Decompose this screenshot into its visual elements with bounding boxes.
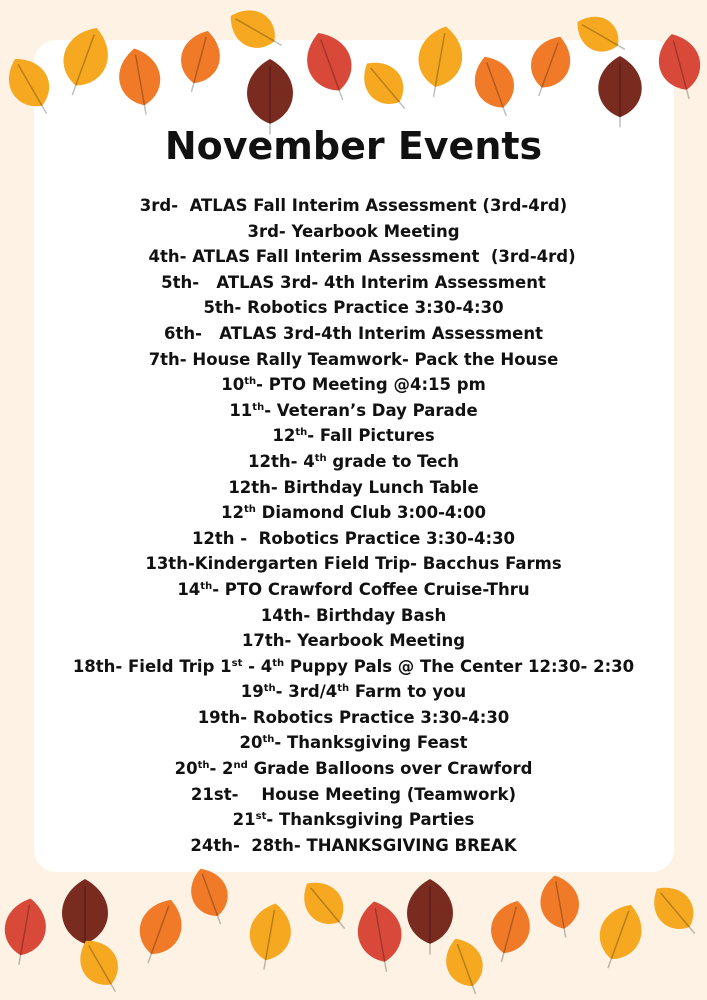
event-item bbox=[0, 833, 707, 859]
ordinal-suffix: th bbox=[263, 683, 276, 695]
event-item bbox=[0, 219, 707, 245]
event-text: - 4 bbox=[242, 656, 273, 676]
event-item bbox=[0, 475, 707, 501]
event-text: 12th - Robotics Practice 3:30-4:30 bbox=[191, 528, 516, 548]
event-text: 3rd- Yearbook Meeting bbox=[247, 221, 460, 241]
event-text: 12th- 4 bbox=[248, 451, 315, 471]
event-text: 20 bbox=[174, 759, 198, 779]
ordinal-suffix: th bbox=[244, 376, 257, 388]
event-item bbox=[0, 270, 707, 296]
event-item bbox=[0, 603, 707, 629]
event-text: - PTO Crawford Coffee Cruise-Thru bbox=[212, 579, 530, 599]
event-item bbox=[0, 347, 707, 373]
ordinal-suffix: th bbox=[272, 657, 285, 669]
event-text: grade to Tech bbox=[326, 451, 459, 471]
event-text: - PTO Meeting @4:15 pm bbox=[256, 375, 486, 395]
event-text: Puppy Pals @ The Center 12:30- 2:30 bbox=[284, 656, 635, 676]
event-text: 18th- Field Trip 1 bbox=[72, 656, 232, 676]
ordinal-suffix: th bbox=[252, 401, 265, 413]
event-text: 5th- Robotics Practice 3:30-4:30 bbox=[203, 298, 504, 318]
event-text: 11 bbox=[229, 400, 253, 420]
event-item bbox=[0, 628, 707, 654]
event-text: 19 bbox=[240, 682, 264, 702]
event-item bbox=[0, 654, 707, 680]
event-item bbox=[0, 372, 707, 398]
event-item bbox=[0, 730, 707, 756]
event-text: - Fall Pictures bbox=[307, 426, 435, 446]
event-text: - Veteran’s Day Parade bbox=[264, 400, 478, 420]
event-item bbox=[0, 679, 707, 705]
event-item bbox=[0, 500, 707, 526]
events-list bbox=[0, 193, 707, 858]
event-item bbox=[0, 756, 707, 782]
event-text: Grade Balloons over Crawford bbox=[247, 759, 533, 779]
event-text: 6th- ATLAS 3rd-4th Interim Assessment bbox=[164, 323, 543, 343]
event-item bbox=[0, 398, 707, 424]
event-text: - 3rd/4 bbox=[275, 682, 338, 702]
event-item bbox=[0, 807, 707, 833]
ordinal-suffix: th bbox=[197, 760, 210, 772]
event-text: 10 bbox=[221, 375, 245, 395]
event-item bbox=[0, 551, 707, 577]
ordinal-suffix: th bbox=[262, 734, 275, 746]
ordinal-suffix: th bbox=[314, 452, 327, 464]
event-item bbox=[0, 423, 707, 449]
ordinal-suffix: th bbox=[244, 504, 256, 516]
event-text: 12th- Birthday Lunch Table bbox=[228, 477, 479, 497]
event-item bbox=[0, 705, 707, 731]
event-text: - Thanksgiving Parties bbox=[266, 810, 475, 830]
event-item bbox=[0, 295, 707, 321]
event-item bbox=[0, 321, 707, 347]
ordinal-suffix: th bbox=[295, 427, 308, 439]
event-text: 13th-Kindergarten Field Trip- Bacchus Farms bbox=[145, 554, 562, 574]
event-text: 20 bbox=[239, 733, 263, 753]
event-text: 21st- House Meeting (Teamwork) bbox=[190, 784, 517, 804]
event-text: Diamond Club 3:00-4:00 bbox=[255, 503, 486, 523]
ordinal-suffix: th bbox=[200, 580, 213, 592]
ordinal-suffix: st bbox=[255, 811, 267, 823]
ordinal-suffix: th bbox=[337, 683, 350, 695]
page-title: November Events bbox=[164, 124, 543, 168]
event-text: 7th- House Rally Teamwork- Pack the House bbox=[148, 349, 559, 369]
event-item bbox=[0, 782, 707, 808]
event-text: 19th- Robotics Practice 3:30-4:30 bbox=[197, 707, 510, 727]
event-text: 14 bbox=[177, 579, 201, 599]
event-text: 4th- ATLAS Fall Interim Assessment (3rd-4rd) bbox=[131, 247, 576, 267]
event-text: 24th- 28th- THANKSGIVING BREAK bbox=[190, 835, 517, 855]
event-text: 3rd- ATLAS Fall Interim Assessment (3rd-4rd) bbox=[139, 196, 568, 215]
event-text: 5th- ATLAS 3rd- 4th Interim Assessment bbox=[161, 272, 546, 292]
event-text: - 2 bbox=[209, 759, 234, 779]
event-item bbox=[0, 449, 707, 475]
event-text: 12 bbox=[272, 426, 296, 446]
event-item bbox=[0, 244, 707, 270]
ordinal-suffix: nd bbox=[233, 760, 248, 772]
event-text: 14th- Birthday Bash bbox=[260, 605, 447, 625]
ordinal-suffix: st bbox=[231, 657, 243, 669]
event-text: - Thanksgiving Feast bbox=[274, 733, 468, 753]
event-item bbox=[0, 526, 707, 552]
event-item bbox=[0, 577, 707, 603]
event-text: 17th- Yearbook Meeting bbox=[241, 631, 466, 651]
event-text: 12 bbox=[221, 503, 244, 523]
event-text: Farm to you bbox=[349, 682, 467, 702]
event-item bbox=[0, 193, 707, 219]
event-text: 21 bbox=[232, 810, 256, 830]
